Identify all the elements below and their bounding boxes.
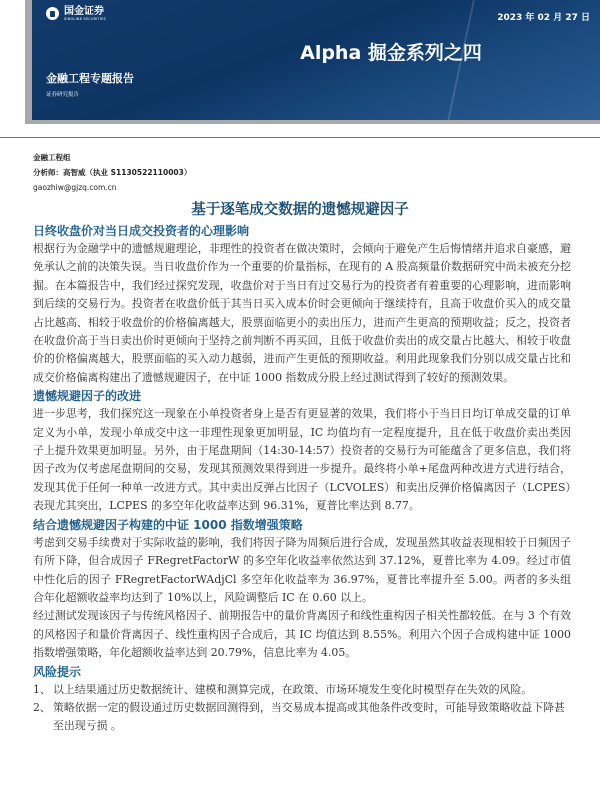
section-heading: 日终收盘价对当日成交投资者的心理影响 bbox=[33, 224, 250, 238]
paragraph: 经过测试发现该因子与传统风格因子、前期报告中的量价背离因子和线性重构因子相关性都较低。在与 3 个有效的风格因子和量价背离因子、线性重构因子合成后，其 IC 均值达到 8.55%。利用六个因子合成构建中证 1000 指数增强策略，年化超额收益率达到 20.79%，信息比率为 4.05。 bbox=[33, 609, 571, 660]
paragraph: 根据行为金融学中的遗憾规避理论，非理性的投资者在做决策时，会倾向于避免产生后悔情绪并追求自豪感，避免承认之前的决策失误。当日收盘价作为一个重要的价量指标，在现有的 A 股高频量价数据研究中尚未被充分挖掘。在本篇报告中，我们经过探究发现，收盘价对于当日有过交易行为的投资者有着重要的心理影响，进而影响到后续的交易行为。投资者在收盘价低于其当日买入成本价时会更倾向于继续持有，且高于收盘价买入的成交量占比越高、相较于收盘价的价格偏离越大，股票面临更小的卖出压力，进而产生更高的预期收益；反之，投资者在收盘价高于当日卖出价时更倾向于坚持之前判断不再买回，且低于收盘价卖出的成交量占比越大、相较于收盘价的价格偏离越大，股票面临的买入动力越弱，进而产生更低的预期收益。利用此现象我们分别以成交量占比和成交价格偏离构建出了遗憾规避因子，在中证 1000 指数成分股上经过测试得到了较好的预测效果。 bbox=[33, 242, 571, 384]
risk-item bbox=[33, 699, 571, 736]
report-type: 金融工程专题报告 bbox=[46, 72, 134, 85]
company-logo bbox=[46, 6, 106, 21]
logo-cn: 国金证券 bbox=[64, 6, 104, 17]
section-heading: 结合遗憾规避因子构建的中证 1000 指数增强策略 bbox=[33, 517, 303, 532]
section-heading: 遗憾规避因子的改进 bbox=[33, 389, 142, 404]
document-body bbox=[33, 222, 571, 736]
logo-en: SINOLINK SECURITIES bbox=[64, 17, 106, 21]
risk-text: 策略依据一定的假设通过历史数据回测得到，当交易成本提高或其他条件改变时，可能导致策略收益下降甚至出现亏损 。 bbox=[53, 700, 565, 733]
risk-item bbox=[33, 681, 571, 699]
logo-icon bbox=[46, 7, 59, 20]
email[interactable]: gaozhiw@gjzq.com.cn bbox=[33, 183, 117, 192]
report-date: 2023 年 02 月 27 日 bbox=[497, 13, 590, 23]
paragraph: 考虑到交易手续费对于实际收益的影响，我们将因子降为周频后进行合成，发现虽然其收益表现相较于日频因子有所下降，但合成因子 FRegretFactorW 的多空年化收益率依然达到 37.12%，夏普比率为 4.09。经过市值中性化后的因子 FRegretFactorWAdjCl 多空年化收益率为 36.97%，夏普比率提升至 5.00。两者的多头组合年化超额收益率均达到了 10%以上，风险调整后 IC 在 0.60 以上。 bbox=[33, 535, 571, 604]
author-info bbox=[33, 150, 191, 195]
cover-banner bbox=[32, 0, 600, 120]
document-title: 基于逐笔成交数据的遗憾规避因子 bbox=[191, 202, 409, 218]
risk-text: 以上结果通过历史数据统计、建模和测算完成，在政策、市场环境发生变化时模型存在失效的风险。 bbox=[53, 682, 533, 696]
risk-num: 2、 bbox=[33, 700, 51, 714]
risk-heading: 风险提示 bbox=[33, 664, 82, 679]
risk-num: 1、 bbox=[33, 682, 51, 696]
divider bbox=[0, 137, 600, 138]
risk-list bbox=[33, 681, 571, 736]
series-title: Alpha 掘金系列之四 bbox=[300, 42, 482, 64]
group-name: 金融工程组 bbox=[33, 153, 71, 162]
paragraph: 进一步思考，我们探究这一现象在小单投资者身上是否有更显著的效果，我们将小于当日日均订单成交量的订单定义为小单，发现小单成交中这一非理性现象更加明显，IC 均值均有一定程度提升，且在低于收盘价卖出类因子上提升效果更加明显。另外，由于尾盘期间（14:30-14:57）投资者的交易行为可能蕴含了更多信息，我们将因子改为仅考虑尾盘期间的交易，发现其预测效果得到进一步提升。最终将小单+尾盘两种改进方式进行结合，发现其优于任何一种单一改进方式。其中卖出反弹占比因子（LCVOLES）和卖出反弹价格偏离因子（LCPES）表现尤其突出，LCPES 的多空年化收益率达到 96.31%，夏普比率达到 8.77。 bbox=[33, 407, 571, 513]
analyst: 分析师：高智威（执业 S1130522110003） bbox=[33, 168, 192, 177]
report-subtype: 证券研究报告 bbox=[46, 92, 80, 98]
